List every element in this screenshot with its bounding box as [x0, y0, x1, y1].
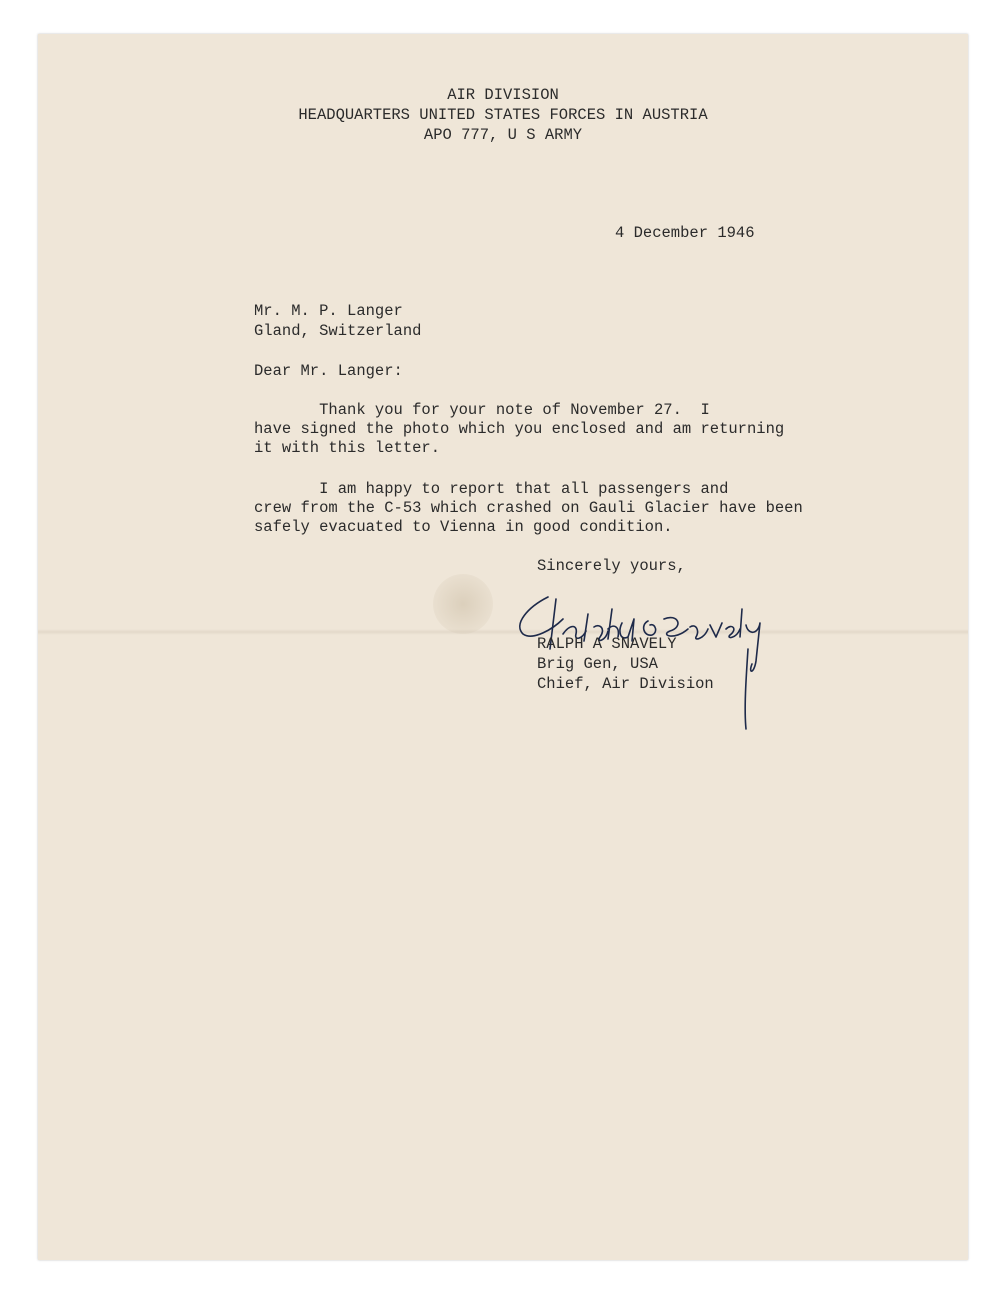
letterhead-line-3: APO 777, U S ARMY: [423, 126, 583, 144]
body-paragraph-2-line-1: I am happy to report that all passengers and: [254, 480, 729, 498]
salutation: Dear Mr. Langer:: [254, 362, 403, 380]
letter-date: 4 December 1946: [615, 224, 755, 242]
recipient-address: Gland, Switzerland: [254, 322, 422, 340]
signatory-title: Chief, Air Division: [537, 675, 714, 693]
letter-sheet: [38, 34, 968, 1260]
recipient-name: Mr. M. P. Langer: [254, 302, 403, 320]
body-paragraph-1-line-2: have signed the photo which you enclosed and am returning: [254, 420, 785, 438]
body-paragraph-1-line-3: it with this letter.: [254, 439, 441, 457]
letterhead-line-1: AIR DIVISION: [447, 86, 559, 104]
paper-stain: [433, 574, 493, 634]
letterhead-line-2: HEADQUARTERS UNITED STATES FORCES IN AUSTRIA: [298, 106, 708, 124]
signatory-name: RALPH A SNAVELY: [537, 635, 677, 653]
closing: Sincerely yours,: [537, 557, 686, 575]
body-paragraph-2-line-3: safely evacuated to Vienna in good condition.: [254, 518, 673, 536]
body-paragraph-1-line-1: Thank you for your note of November 27. I: [254, 401, 710, 419]
signatory-rank: Brig Gen, USA: [537, 655, 658, 673]
body-paragraph-2-line-2: crew from the C-53 which crashed on Gauli Glacier have been: [254, 499, 803, 517]
